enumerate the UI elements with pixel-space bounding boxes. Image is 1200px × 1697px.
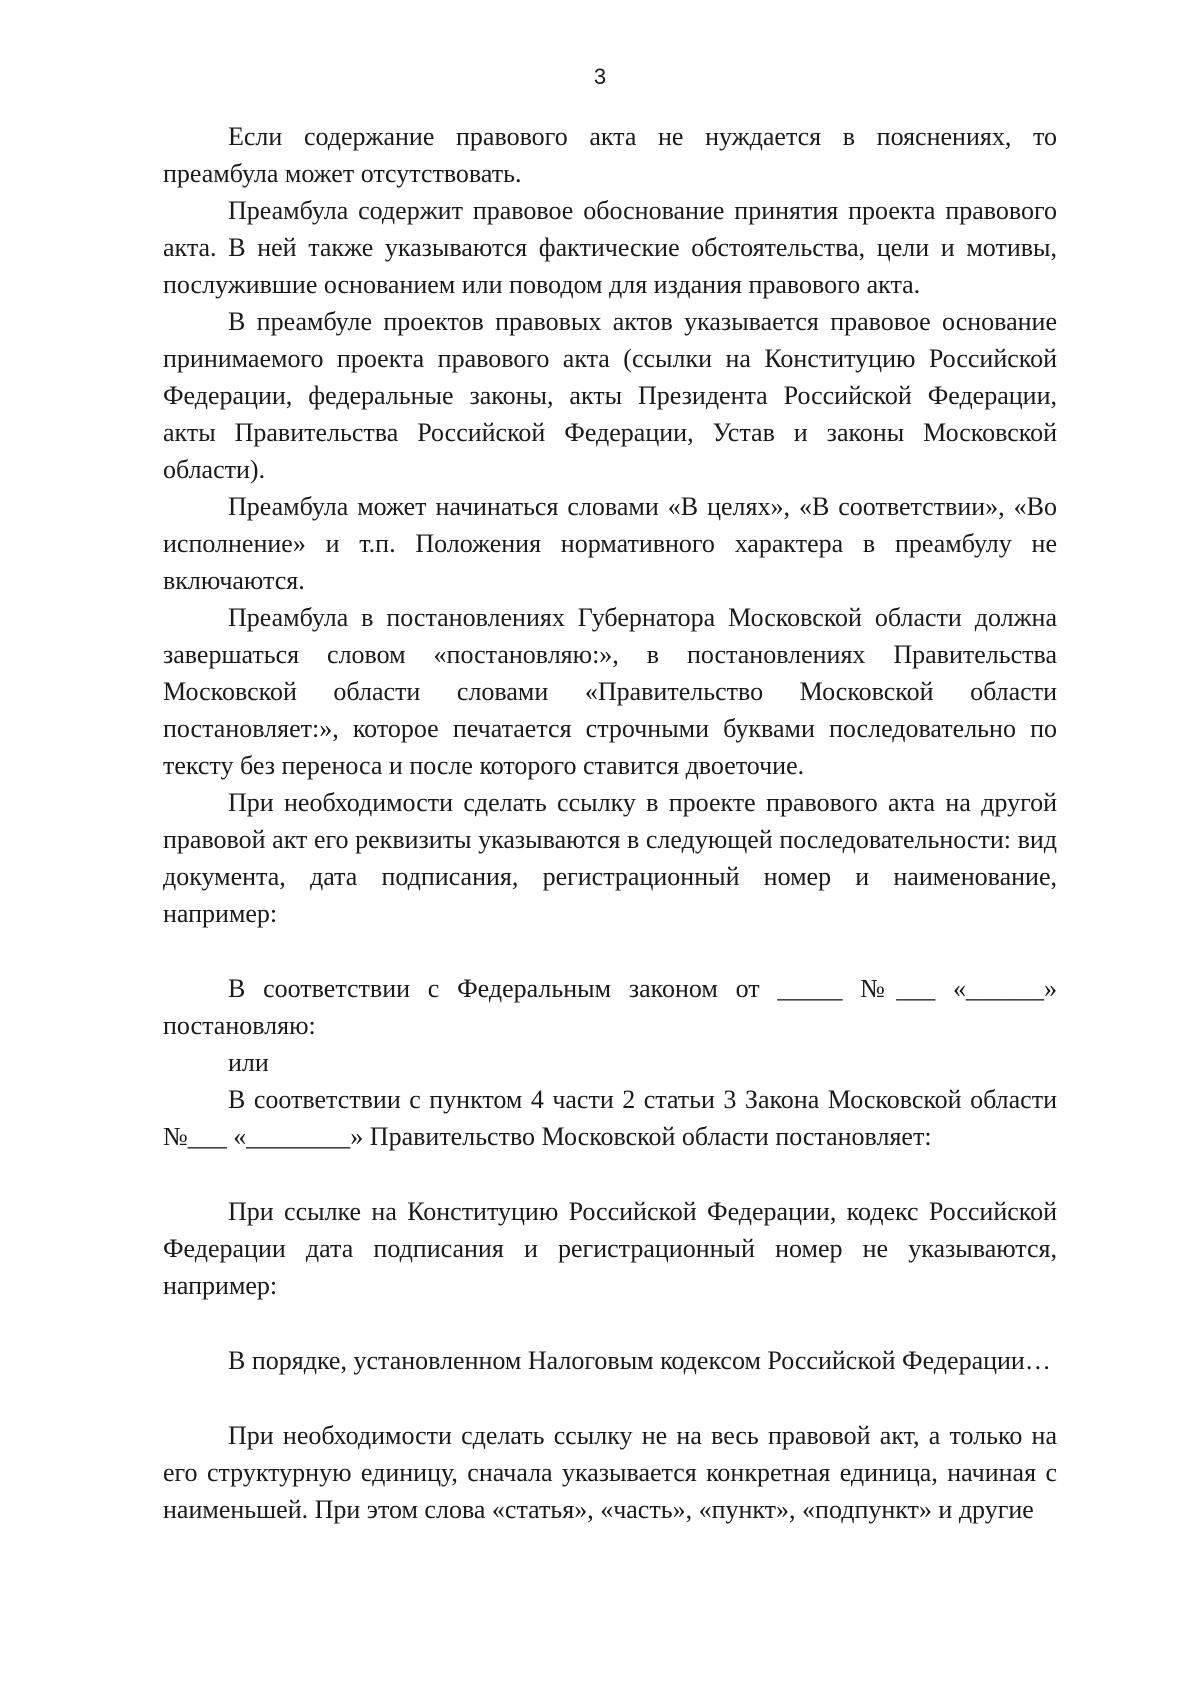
paragraph-preamble-content: Преамбула содержит правовое обоснование принятия проекта правового акта. В ней также указываются фактические обстоятельства, цели и мотивы, послужившие основанием или поводом для издания правового акта. xyxy=(163,196,1057,299)
paragraph-preamble-start: Преамбула может начинаться словами «В целях», «В соответствии», «Во исполнение» и т.п. Положения нормативного характера в преамбулу не включаются. xyxy=(163,492,1057,595)
paragraph-preamble-optional: Если содержание правового акта не нуждается в пояснениях, то преамбула может отсутствовать. xyxy=(163,122,1057,188)
spacer xyxy=(163,932,1057,970)
paragraph-structural-unit: При необходимости сделать ссылку не на весь правовой акт, а только на его структурную единицу, сначала указывается конкретная единица, начиная с наименьшей. При этом слова «статья», «часть», «пункт», «подпункт» и другие xyxy=(163,1421,1057,1524)
example-federal-law: В соответствии с Федеральным законом от _____ №___ «______» постановляю: xyxy=(163,974,1057,1040)
paragraph-preamble-ending: Преамбула в постановлениях Губернатора Московской области должна завершаться словом «постановляю:», в постановлениях Правительства Московской области словами «Правительство Московской области постановляет:», которое печатается строчными буквами последовательно по тексту без переноса и после которого ставится двоеточие. xyxy=(163,603,1057,780)
paragraph-constitution-reference: При ссылке на Конституцию Российской Федерации, кодекс Российской Федерации дата подписания и регистрационный номер не указываются, например: xyxy=(163,1197,1057,1300)
example-regional-law: В соответствии с пунктом 4 части 2 статьи 3 Закона Московской области №___ «________» Правительство Московской области постановляет: xyxy=(163,1085,1057,1151)
spacer xyxy=(163,1155,1057,1193)
example-tax-code: В порядке, установленном Налоговым кодексом Российской Федерации… xyxy=(228,1346,1051,1375)
paragraph-legal-basis: В преамбуле проектов правовых актов указывается правовое основание принимаемого проекта правового акта (ссылки на Конституцию Российской Федерации, федеральные законы, акты Президента Российской Федерации, акты Правительства Российской Федерации, Устав и законы Московской области). xyxy=(163,307,1057,484)
spacer xyxy=(163,1304,1057,1342)
page-number: 3 xyxy=(593,64,607,89)
paragraph-reference-order: При необходимости сделать ссылку в проекте правового акта на другой правовой акт его реквизиты указываются в следующей последовательности: вид документа, дата подписания, регистрационный номер и наименование, например: xyxy=(163,788,1057,928)
example-or: или xyxy=(228,1048,269,1077)
document-body xyxy=(163,118,1057,1528)
spacer xyxy=(163,1379,1057,1417)
